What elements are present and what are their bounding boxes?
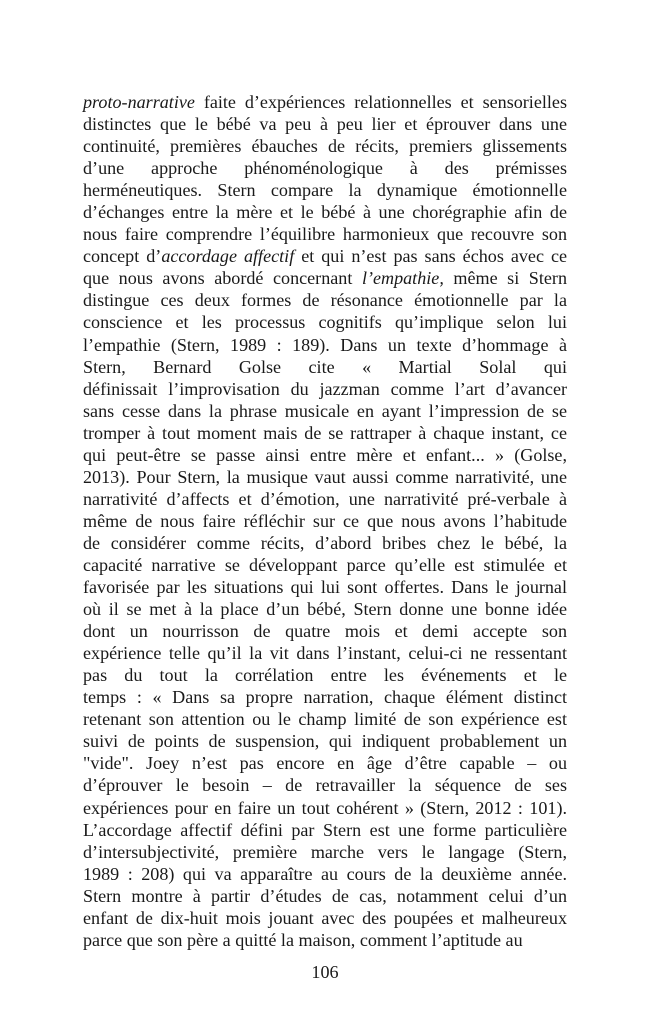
body-text	[83, 91, 567, 951]
text-line	[83, 885, 567, 907]
italic-term: l’empathie,	[361, 268, 444, 289]
text-run: même de nous faire réfléchir sur ce que nous avons l’habitude	[83, 510, 567, 531]
text-run: enfant de dix-huit mois jouant avec des poupées et malheureux	[83, 907, 567, 928]
text-line	[83, 686, 567, 708]
text-run: expérience telle qu’il la vit dans l’instant, celui-ci ne ressentant	[83, 643, 567, 664]
text-line	[83, 378, 567, 400]
text-run: nous faire comprendre l’équilibre harmonieux que recouvre son	[83, 224, 567, 245]
text-line	[83, 664, 567, 686]
text-run: définissait l’improvisation du jazzman comme l’art d’avancer	[83, 378, 567, 399]
text-line	[83, 245, 567, 267]
text-run: d’intersubjectivité, première marche vers le langage (Stern,	[83, 841, 567, 862]
text-line	[83, 797, 567, 819]
text-run: d’éprouver le besoin – de retravailler la séquence de ses	[83, 775, 567, 796]
text-run: sans cesse dans la phrase musicale en ayant l’impression de se	[83, 400, 567, 421]
text-line	[83, 598, 567, 620]
text-line	[83, 554, 567, 576]
text-run: 2013). Pour Stern, la musique vaut aussi comme narrativité, une	[83, 466, 567, 487]
text-line	[83, 642, 567, 664]
text-line	[83, 863, 567, 885]
text-run: 1989 : 208) qui va apparaître au cours de la deuxième année.	[83, 863, 567, 884]
text-run: parce que son père a quitté la maison, comment l’aptitude au	[83, 929, 523, 950]
text-run: et qui n’est pas sans échos avec ce	[294, 246, 568, 267]
text-line	[83, 730, 567, 752]
text-run: Stern montre à partir d’études de cas, notamment celui d’un	[83, 885, 567, 906]
text-run: L’accordage affectif défini par Stern est une forme particulière	[83, 819, 567, 840]
text-line	[83, 400, 567, 422]
text-run: même si Stern	[443, 268, 568, 289]
text-line	[83, 422, 567, 444]
text-run: faite d’expériences relationnelles et sensorielles	[194, 92, 567, 112]
text-line	[83, 907, 567, 929]
text-run: d’échanges entre la mère et le bébé à une chorégraphie afin de	[83, 202, 567, 223]
text-line	[83, 157, 567, 179]
text-line	[83, 510, 567, 532]
text-run: continuité, premières ébauches de récits, premiers glissements	[83, 136, 567, 157]
text-run: qui peut-être se passe ainsi entre mère et enfant... » (Golse,	[83, 444, 567, 465]
text-line	[83, 774, 567, 796]
text-line	[83, 819, 567, 841]
text-line	[83, 708, 567, 730]
text-run: tromper à tout moment mais de se rattraper à chaque instant, ce	[83, 422, 567, 443]
text-line	[83, 466, 567, 488]
text-run: capacité narrative se développant parce qu’elle est stimulée et	[83, 554, 567, 575]
text-run: distinctes que le bébé va peu à peu lier et éprouver dans une	[83, 114, 567, 135]
text-run: d’une approche phénoménologique à des prémisses	[83, 158, 567, 179]
text-line	[83, 334, 567, 356]
text-line	[83, 841, 567, 863]
text-line	[83, 532, 567, 554]
text-line	[83, 620, 567, 642]
text-line	[83, 356, 567, 378]
text-run: de considérer comme récits, d’abord bribes chez le bébé, la	[83, 532, 567, 553]
text-run: conscience et les processus cognitifs qu’implique selon lui	[83, 312, 567, 333]
text-run: dont un nourrisson de quatre mois et demi accepte son	[83, 621, 567, 642]
text-run: "vide". Joey n’est pas encore en âge d’être capable – ou	[83, 753, 567, 774]
text-line	[83, 201, 567, 223]
text-run: suivi de points de suspension, qui indiquent probablement un	[83, 731, 567, 752]
text-line	[83, 91, 567, 113]
text-line	[83, 444, 567, 466]
text-line	[83, 576, 567, 598]
text-run: que nous avons abordé concernant	[83, 268, 362, 289]
text-run: pas du tout la corrélation entre les événements et le	[83, 665, 567, 686]
text-line	[83, 289, 567, 311]
italic-term: accordage affectif	[161, 246, 295, 267]
text-line	[83, 488, 567, 510]
text-run: favorisée par les situations qui lui sont offertes. Dans le journal	[83, 577, 567, 598]
text-line	[83, 113, 567, 135]
text-run: Stern, Bernard Golse cite « Martial Solal qui	[83, 356, 567, 377]
text-run: où il se met à la place d’un bébé, Stern donne une bonne idée	[83, 599, 567, 620]
text-run: temps : « Dans sa propre narration, chaque élément distinct	[83, 687, 567, 708]
text-run: retenant son attention ou le champ limité de son expérience est	[83, 709, 567, 730]
text-run: distingue ces deux formes de résonance émotionnelle par la	[83, 290, 567, 311]
text-run: herméneutiques. Stern compare la dynamique émotionnelle	[83, 180, 567, 201]
text-line	[83, 267, 567, 289]
text-line	[83, 135, 567, 157]
italic-term: proto-narrative	[83, 92, 195, 112]
text-line	[83, 311, 567, 333]
text-line	[83, 929, 567, 951]
text-line	[83, 223, 567, 245]
text-run: expériences pour en faire un tout cohérent » (Stern, 2012 : 101).	[83, 797, 567, 818]
page-number: 106	[311, 962, 339, 982]
text-run: concept d’	[83, 246, 162, 267]
text-run: l’empathie (Stern, 1989 : 189). Dans un texte d’hommage à	[83, 334, 567, 355]
text-line	[83, 179, 567, 201]
text-run: narrativité d’affects et d’émotion, une narrativité pré-verbale à	[83, 488, 567, 509]
text-line	[83, 752, 567, 774]
